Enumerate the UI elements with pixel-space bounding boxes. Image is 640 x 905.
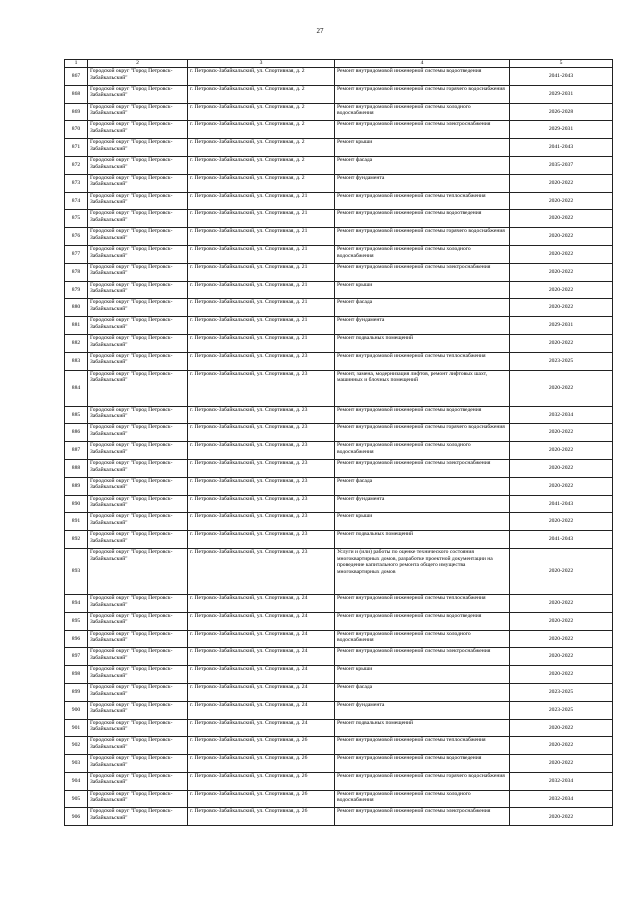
work-type-cell: Ремонт внутридомовой инженерной системы горячего водоснабжения (335, 85, 510, 103)
table-row (65, 139, 613, 157)
table-row (65, 612, 613, 630)
period-cell: 2020-2022 (510, 477, 613, 495)
address-cell: г. Петровск-Забайкальский, ул. Спортивная, д. 23 (188, 352, 335, 370)
address-cell: г. Петровск-Забайкальский, ул. Спортивная, д. 24 (188, 701, 335, 719)
row-number: 899 (65, 683, 88, 701)
municipality-cell: Городской округ "Город Петровск-Забайкальский" (88, 531, 188, 549)
table-body (65, 68, 613, 826)
municipality-cell: Городской округ "Город Петровск-Забайкальский" (88, 737, 188, 755)
address-cell: г. Петровск-Забайкальский, ул. Спортивная, д. 26 (188, 808, 335, 826)
period-cell: 2020-2022 (510, 648, 613, 666)
row-number: 889 (65, 477, 88, 495)
municipality-cell: Городской округ "Город Петровск-Забайкальский" (88, 594, 188, 612)
period-cell: 2020-2022 (510, 459, 613, 477)
work-type-cell: Ремонт крыши (335, 666, 510, 684)
work-type-cell: Ремонт внутридомовой инженерной системы водоотведения (335, 612, 510, 630)
row-number: 887 (65, 442, 88, 460)
address-cell: г. Петровск-Забайкальский, ул. Спортивная, д. 21 (188, 299, 335, 317)
municipality-cell: Городской округ "Город Петровск-Забайкальский" (88, 459, 188, 477)
row-number: 892 (65, 531, 88, 549)
work-type-cell: Ремонт фундамента (335, 495, 510, 513)
period-cell: 2020-2022 (510, 630, 613, 648)
row-number: 871 (65, 139, 88, 157)
period-cell: 2020-2022 (510, 334, 613, 352)
period-cell: 2041-2043 (510, 495, 613, 513)
address-cell: г. Петровск-Забайкальский, ул. Спортивная, д. 2 (188, 68, 335, 86)
address-cell: г. Петровск-Забайкальский, ул. Спортивная, д. 23 (188, 477, 335, 495)
work-type-cell: Ремонт внутридомовой инженерной системы горячего водоснабжения (335, 424, 510, 442)
table-row (65, 442, 613, 460)
work-type-cell: Ремонт внутридомовой инженерной системы холодного водоснабжения (335, 790, 510, 808)
period-cell: 2035-2037 (510, 156, 613, 174)
municipality-cell: Городской округ "Город Петровск-Забайкальский" (88, 666, 188, 684)
table-row (65, 477, 613, 495)
work-type-cell: Ремонт подвальных помещений (335, 719, 510, 737)
row-number: 906 (65, 808, 88, 826)
period-cell: 2020-2022 (510, 737, 613, 755)
table-row (65, 281, 613, 299)
table-row (65, 701, 613, 719)
address-cell: г. Петровск-Забайкальский, ул. Спортивная, д. 23 (188, 406, 335, 424)
municipality-cell: Городской округ "Город Петровск-Забайкальский" (88, 719, 188, 737)
table-row (65, 808, 613, 826)
municipality-cell: Городской округ "Город Петровск-Забайкальский" (88, 263, 188, 281)
period-cell: 2020-2022 (510, 263, 613, 281)
work-type-cell: Ремонт фасада (335, 683, 510, 701)
period-cell: 2020-2022 (510, 281, 613, 299)
table-row (65, 548, 613, 594)
table-header-row (65, 60, 613, 68)
work-type-cell: Ремонт внутридомовой инженерной системы электроснабжения (335, 808, 510, 826)
column-header-3: 3 (188, 60, 335, 68)
row-number: 878 (65, 263, 88, 281)
period-cell: 2029-2031 (510, 121, 613, 139)
row-number: 897 (65, 648, 88, 666)
address-cell: г. Петровск-Забайкальский, ул. Спортивная, д. 23 (188, 548, 335, 594)
period-cell: 2023-2025 (510, 701, 613, 719)
work-type-cell: Ремонт внутридомовой инженерной системы водоотведения (335, 755, 510, 773)
row-number: 903 (65, 755, 88, 773)
municipality-cell: Городской округ "Город Петровск-Забайкальский" (88, 103, 188, 121)
row-number: 896 (65, 630, 88, 648)
row-number: 880 (65, 299, 88, 317)
municipality-cell: Городской округ "Город Петровск-Забайкальский" (88, 701, 188, 719)
municipality-cell: Городской округ "Город Петровск-Забайкальский" (88, 68, 188, 86)
municipality-cell: Городской округ "Город Петровск-Забайкальский" (88, 477, 188, 495)
period-cell: 2029-2031 (510, 85, 613, 103)
table-row (65, 85, 613, 103)
municipality-cell: Городской округ "Город Петровск-Забайкальский" (88, 281, 188, 299)
table-row (65, 174, 613, 192)
period-cell: 2020-2022 (510, 210, 613, 228)
address-cell: г. Петровск-Забайкальский, ул. Спортивная, д. 26 (188, 755, 335, 773)
work-type-cell: Ремонт внутридомовой инженерной системы теплоснабжения (335, 594, 510, 612)
address-cell: г. Петровск-Забайкальский, ул. Спортивная, д. 26 (188, 772, 335, 790)
address-cell: г. Петровск-Забайкальский, ул. Спортивная, д. 21 (188, 210, 335, 228)
row-number: 883 (65, 352, 88, 370)
period-cell: 2020-2022 (510, 513, 613, 531)
address-cell: г. Петровск-Забайкальский, ул. Спортивная, д. 23 (188, 370, 335, 406)
period-cell: 2020-2022 (510, 245, 613, 263)
work-type-cell: Ремонт подвальных помещений (335, 531, 510, 549)
row-number: 882 (65, 334, 88, 352)
row-number: 888 (65, 459, 88, 477)
address-cell: г. Петровск-Забайкальский, ул. Спортивная, д. 24 (188, 630, 335, 648)
municipality-cell: Городской округ "Город Петровск-Забайкальский" (88, 317, 188, 335)
column-header-2: 2 (88, 60, 188, 68)
table-row (65, 424, 613, 442)
municipality-cell: Городской округ "Город Петровск-Забайкальский" (88, 370, 188, 406)
address-cell: г. Петровск-Забайкальский, ул. Спортивная, д. 26 (188, 737, 335, 755)
column-header-5: 5 (510, 60, 613, 68)
municipality-cell: Городской округ "Город Петровск-Забайкальский" (88, 495, 188, 513)
page-number: 27 (316, 27, 324, 35)
table-row (65, 790, 613, 808)
table-row (65, 228, 613, 246)
municipality-cell: Городской округ "Город Петровск-Забайкальский" (88, 683, 188, 701)
address-cell: г. Петровск-Забайкальский, ул. Спортивная, д. 21 (188, 334, 335, 352)
municipality-cell: Городской округ "Город Петровск-Забайкальский" (88, 630, 188, 648)
period-cell: 2020-2022 (510, 370, 613, 406)
row-number: 867 (65, 68, 88, 86)
municipality-cell: Городской округ "Город Петровск-Забайкальский" (88, 790, 188, 808)
row-number: 885 (65, 406, 88, 424)
table-row (65, 531, 613, 549)
row-number: 898 (65, 666, 88, 684)
address-cell: г. Петровск-Забайкальский, ул. Спортивная, д. 23 (188, 459, 335, 477)
row-number: 901 (65, 719, 88, 737)
work-type-cell: Ремонт внутридомовой инженерной системы электроснабжения (335, 648, 510, 666)
work-type-cell: Ремонт фасада (335, 299, 510, 317)
municipality-cell: Городской округ "Город Петровск-Забайкальский" (88, 548, 188, 594)
address-cell: г. Петровск-Забайкальский, ул. Спортивная, д. 2 (188, 139, 335, 157)
row-number: 894 (65, 594, 88, 612)
work-type-cell: Ремонт крыши (335, 513, 510, 531)
municipality-cell: Городской округ "Город Петровск-Забайкальский" (88, 352, 188, 370)
row-number: 904 (65, 772, 88, 790)
address-cell: г. Петровск-Забайкальский, ул. Спортивная, д. 24 (188, 612, 335, 630)
work-type-cell: Ремонт фундамента (335, 701, 510, 719)
work-type-cell: Ремонт крыши (335, 139, 510, 157)
row-number: 891 (65, 513, 88, 531)
work-type-cell: Ремонт внутридомовой инженерной системы водоотведения (335, 210, 510, 228)
municipality-cell: Городской округ "Город Петровск-Забайкальский" (88, 192, 188, 210)
period-cell: 2020-2022 (510, 174, 613, 192)
municipality-cell: Городской округ "Город Петровск-Забайкальский" (88, 121, 188, 139)
work-type-cell: Ремонт, замена, модернизация лифтов, ремонт лифтовых шахт, машинных и блочных помещений (335, 370, 510, 406)
period-cell: 2023-2025 (510, 352, 613, 370)
row-number: 890 (65, 495, 88, 513)
row-number: 876 (65, 228, 88, 246)
period-cell: 2020-2022 (510, 755, 613, 773)
work-type-cell: Ремонт внутридомовой инженерной системы холодного водоснабжения (335, 630, 510, 648)
address-cell: г. Петровск-Забайкальский, ул. Спортивная, д. 21 (188, 317, 335, 335)
work-type-cell: Ремонт внутридомовой инженерной системы теплоснабжения (335, 192, 510, 210)
municipality-cell: Городской округ "Город Петровск-Забайкальский" (88, 612, 188, 630)
period-cell: 2032-2034 (510, 406, 613, 424)
table-row (65, 513, 613, 531)
table-row (65, 737, 613, 755)
period-cell: 2020-2022 (510, 424, 613, 442)
period-cell: 2020-2022 (510, 299, 613, 317)
row-number: 873 (65, 174, 88, 192)
table-row (65, 103, 613, 121)
row-number: 902 (65, 737, 88, 755)
work-type-cell: Ремонт внутридомовой инженерной системы электроснабжения (335, 121, 510, 139)
address-cell: г. Петровск-Забайкальский, ул. Спортивная, д. 2 (188, 156, 335, 174)
address-cell: г. Петровск-Забайкальский, ул. Спортивная, д. 26 (188, 790, 335, 808)
period-cell: 2032-2034 (510, 790, 613, 808)
municipality-cell: Городской округ "Город Петровск-Забайкальский" (88, 85, 188, 103)
table-row (65, 459, 613, 477)
row-number: 868 (65, 85, 88, 103)
address-cell: г. Петровск-Забайкальский, ул. Спортивная, д. 21 (188, 281, 335, 299)
municipality-cell: Городской округ "Город Петровск-Забайкальский" (88, 139, 188, 157)
work-type-cell: Услуги и (или) работы по оценке технического состояния многоквартирных домов, разработке проектной документации на проведение капитального ремонта общего имущества многоквартирных домов (335, 548, 510, 594)
work-type-cell: Ремонт фасада (335, 477, 510, 495)
table-row (65, 245, 613, 263)
row-number: 905 (65, 790, 88, 808)
municipality-cell: Городской округ "Город Петровск-Забайкальский" (88, 442, 188, 460)
table-row (65, 334, 613, 352)
work-type-cell: Ремонт фасада (335, 156, 510, 174)
capital-repair-table (64, 59, 613, 826)
work-type-cell: Ремонт крыши (335, 281, 510, 299)
work-type-cell: Ремонт внутридомовой инженерной системы холодного водоснабжения (335, 442, 510, 460)
table-row (65, 68, 613, 86)
work-type-cell: Ремонт внутридомовой инженерной системы холодного водоснабжения (335, 245, 510, 263)
table-row (65, 317, 613, 335)
municipality-cell: Городской округ "Город Петровск-Забайкальский" (88, 513, 188, 531)
work-type-cell: Ремонт внутридомовой инженерной системы водоотведения (335, 406, 510, 424)
table-row (65, 495, 613, 513)
address-cell: г. Петровск-Забайкальский, ул. Спортивная, д. 21 (188, 192, 335, 210)
municipality-cell: Городской округ "Город Петровск-Забайкальский" (88, 406, 188, 424)
municipality-cell: Городской округ "Город Петровск-Забайкальский" (88, 210, 188, 228)
table-row (65, 648, 613, 666)
row-number: 895 (65, 612, 88, 630)
work-type-cell: Ремонт внутридомовой инженерной системы водоотведения (335, 68, 510, 86)
period-cell: 2020-2022 (510, 719, 613, 737)
table-row (65, 406, 613, 424)
period-cell: 2020-2022 (510, 192, 613, 210)
municipality-cell: Городской округ "Город Петровск-Забайкальский" (88, 299, 188, 317)
row-number: 900 (65, 701, 88, 719)
address-cell: г. Петровск-Забайкальский, ул. Спортивная, д. 23 (188, 531, 335, 549)
work-type-cell: Ремонт внутридомовой инженерной системы электроснабжения (335, 263, 510, 281)
period-cell: 2020-2022 (510, 594, 613, 612)
municipality-cell: Городской округ "Город Петровск-Забайкальский" (88, 174, 188, 192)
address-cell: г. Петровск-Забайкальский, ул. Спортивная, д. 21 (188, 245, 335, 263)
address-cell: г. Петровск-Забайкальский, ул. Спортивная, д. 23 (188, 442, 335, 460)
row-number: 884 (65, 370, 88, 406)
address-cell: г. Петровск-Забайкальский, ул. Спортивная, д. 24 (188, 719, 335, 737)
municipality-cell: Городской округ "Город Петровск-Забайкальский" (88, 334, 188, 352)
row-number: 872 (65, 156, 88, 174)
table-row (65, 192, 613, 210)
address-cell: г. Петровск-Забайкальский, ул. Спортивная, д. 21 (188, 228, 335, 246)
address-cell: г. Петровск-Забайкальский, ул. Спортивная, д. 2 (188, 103, 335, 121)
municipality-cell: Городской округ "Город Петровск-Забайкальский" (88, 156, 188, 174)
municipality-cell: Городской округ "Город Петровск-Забайкальский" (88, 648, 188, 666)
table-row (65, 121, 613, 139)
table-row (65, 630, 613, 648)
period-cell: 2041-2043 (510, 139, 613, 157)
address-cell: г. Петровск-Забайкальский, ул. Спортивная, д. 24 (188, 648, 335, 666)
row-number: 869 (65, 103, 88, 121)
address-cell: г. Петровск-Забайкальский, ул. Спортивная, д. 23 (188, 424, 335, 442)
work-type-cell: Ремонт внутридомовой инженерной системы холодного водоснабжения (335, 103, 510, 121)
address-cell: г. Петровск-Забайкальский, ул. Спортивная, д. 24 (188, 594, 335, 612)
column-header-4: 4 (335, 60, 510, 68)
period-cell: 2032-2034 (510, 772, 613, 790)
address-cell: г. Петровск-Забайкальский, ул. Спортивная, д. 2 (188, 85, 335, 103)
work-type-cell: Ремонт фундамента (335, 174, 510, 192)
work-type-cell: Ремонт внутридомовой инженерной системы теплоснабжения (335, 352, 510, 370)
municipality-cell: Городской округ "Город Петровск-Забайкальский" (88, 808, 188, 826)
table-row (65, 210, 613, 228)
address-cell: г. Петровск-Забайкальский, ул. Спортивная, д. 23 (188, 495, 335, 513)
period-cell: 2020-2022 (510, 612, 613, 630)
row-number: 881 (65, 317, 88, 335)
address-cell: г. Петровск-Забайкальский, ул. Спортивная, д. 2 (188, 121, 335, 139)
table-row (65, 370, 613, 406)
municipality-cell: Городской округ "Город Петровск-Забайкальский" (88, 772, 188, 790)
column-header-1: 1 (65, 60, 88, 68)
row-number: 886 (65, 424, 88, 442)
municipality-cell: Городской округ "Город Петровск-Забайкальский" (88, 755, 188, 773)
row-number: 875 (65, 210, 88, 228)
period-cell: 2020-2022 (510, 442, 613, 460)
work-type-cell: Ремонт внутридомовой инженерной системы горячего водоснабжения (335, 772, 510, 790)
work-type-cell: Ремонт внутридомовой инженерной системы теплоснабжения (335, 737, 510, 755)
table-row (65, 352, 613, 370)
address-cell: г. Петровск-Забайкальский, ул. Спортивная, д. 24 (188, 683, 335, 701)
address-cell: г. Петровск-Забайкальский, ул. Спортивная, д. 21 (188, 263, 335, 281)
row-number: 874 (65, 192, 88, 210)
table-row (65, 156, 613, 174)
period-cell: 2029-2031 (510, 317, 613, 335)
municipality-cell: Городской округ "Город Петровск-Забайкальский" (88, 245, 188, 263)
work-type-cell: Ремонт внутридомовой инженерной системы электроснабжения (335, 459, 510, 477)
address-cell: г. Петровск-Забайкальский, ул. Спортивная, д. 24 (188, 666, 335, 684)
period-cell: 2020-2022 (510, 808, 613, 826)
period-cell: 2020-2022 (510, 548, 613, 594)
period-cell: 2041-2043 (510, 68, 613, 86)
work-type-cell: Ремонт фундамента (335, 317, 510, 335)
period-cell: 2023-2025 (510, 683, 613, 701)
row-number: 870 (65, 121, 88, 139)
period-cell: 2041-2043 (510, 531, 613, 549)
period-cell: 2020-2022 (510, 666, 613, 684)
work-type-cell: Ремонт подвальных помещений (335, 334, 510, 352)
period-cell: 2026-2028 (510, 103, 613, 121)
work-type-cell: Ремонт внутридомовой инженерной системы горячего водоснабжения (335, 228, 510, 246)
municipality-cell: Городской округ "Город Петровск-Забайкальский" (88, 228, 188, 246)
table-row (65, 299, 613, 317)
table-row (65, 263, 613, 281)
table-row (65, 719, 613, 737)
municipality-cell: Городской округ "Город Петровск-Забайкальский" (88, 424, 188, 442)
address-cell: г. Петровск-Забайкальский, ул. Спортивная, д. 23 (188, 513, 335, 531)
row-number: 893 (65, 548, 88, 594)
address-cell: г. Петровск-Забайкальский, ул. Спортивная, д. 2 (188, 174, 335, 192)
row-number: 879 (65, 281, 88, 299)
table-row (65, 666, 613, 684)
period-cell: 2020-2022 (510, 228, 613, 246)
row-number: 877 (65, 245, 88, 263)
table-row (65, 755, 613, 773)
table-row (65, 594, 613, 612)
table-row (65, 683, 613, 701)
table-row (65, 772, 613, 790)
